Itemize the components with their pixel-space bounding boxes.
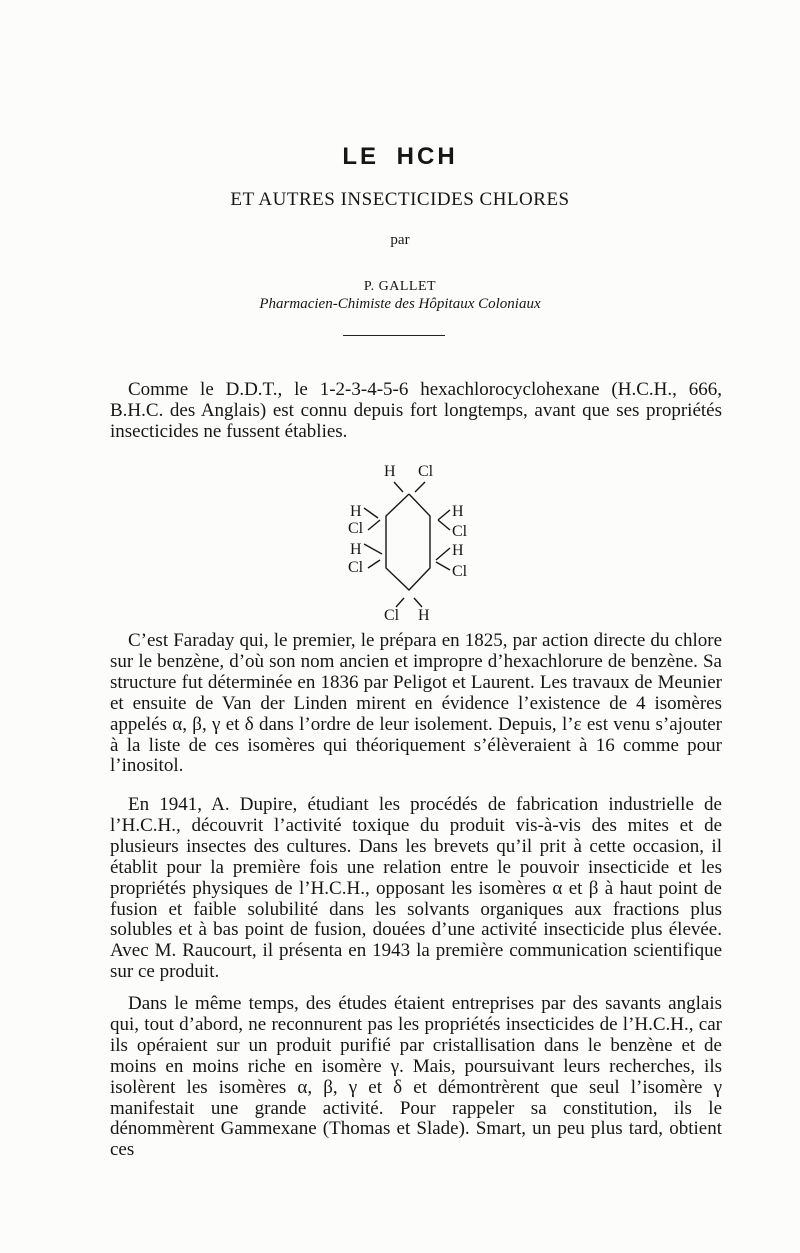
author-name: P. GALLET: [363, 279, 437, 294]
article-title: LE HCH: [342, 143, 458, 170]
formula-bond: [436, 548, 450, 560]
title-separator-rule: [343, 335, 445, 336]
formula-bond: [368, 520, 380, 530]
byline-par: par: [390, 232, 410, 248]
formula-cyclohexane-ring: [386, 494, 430, 590]
paragraph-3: En 1941, A. Dupire, étudiant les procédés de fabrication industrielle de l’H.C.H., découvrit l’activité toxique du produit vis-à-vis des mites et de plusieurs insectes des cultures. Dans les brevets qu’il prit à cette occasion, il établit pour la première fois une relation entre le pouvoir insecticide et les propriétés physiques de l’H.C.H., opposant les isomères α et β à haut point de fusion et faible solubilité dans les solvants organiques aux fractions plus solubles et à bas point de fusion, douées d’une activité insecticide plus élevée. Avec M. Raucourt, il présenta en 1943 la première communication scientifique sur ce produit.: [110, 794, 722, 983]
formula-bond: [415, 482, 425, 492]
formula-bond: [438, 520, 450, 530]
formula-bond: [396, 598, 404, 607]
formula-right-cl2: Cl: [452, 563, 468, 580]
author-affiliation: Pharmacien-Chimiste des Hôpitaux Coloniaux: [259, 296, 541, 312]
paragraph-1: Comme le D.D.T., le 1-2-3-4-5-6 hexachlorocyclohexane (H.C.H., 666, B.H.C. des Anglais) est connu depuis fort longtemps, avant que ses propriétés insecticides ne fussent établies.: [110, 379, 722, 442]
paragraph-4: Dans le même temps, des études étaient entreprises par des savants anglais qui, tout d’abord, ne reconnurent pas les propriétés insecticides de l’H.C.H., car ils opéraient sur un produit purifié par cristallisation dans le benzène et de moins en moins riche en isomère γ. Mais, poursuivant leurs recherches, ils isolèrent les isomères α, β, γ et δ et démontrèrent que seul l’isomère γ manifestait une grande activité. Pour rappeler sa constitution, ils le dénommèrent Gammexane (Thomas et Slade). Smart, un peu plus tard, obtient ces: [110, 993, 722, 1161]
article-subtitle: ET AUTRES INSECTICIDES CHLORES: [230, 189, 570, 210]
formula-bond: [394, 482, 403, 492]
formula-top-cl: Cl: [418, 463, 434, 480]
hexachlorocyclohexane-structural-formula: [330, 460, 490, 620]
formula-bond: [364, 508, 378, 518]
formula-left-cl2: Cl: [348, 559, 364, 576]
formula-left-h2: H: [350, 541, 362, 558]
formula-bond: [436, 562, 450, 570]
formula-bond: [414, 598, 422, 607]
paragraph-2: C’est Faraday qui, le premier, le prépara en 1825, par action directe du chlore sur le benzène, d’où son nom ancien et impropre d’hexachlorure de benzène. Sa structure fut déterminée en 1836 par Peligot et Laurent. Les travaux de Meunier et ensuite de Van der Linden mirent en évidence l’existence de 4 isomères appelés α, β, γ et δ dans l’ordre de leur isolement. Depuis, l’ε est venu s’ajouter à la liste de ces isomères qui théoriquement s’élèveraient à 16 comme pour l’inositol.: [110, 630, 722, 777]
formula-bond: [438, 510, 450, 520]
formula-right-h1: H: [452, 503, 464, 520]
formula-left-cl1: Cl: [348, 520, 364, 537]
formula-bottom-cl: Cl: [384, 607, 400, 620]
formula-top-h: H: [384, 463, 396, 480]
formula-bond: [368, 560, 380, 568]
formula-right-cl1: Cl: [452, 523, 468, 540]
formula-left-h1: H: [350, 503, 362, 520]
formula-right-h2: H: [452, 542, 464, 559]
formula-bottom-h: H: [418, 607, 430, 620]
formula-bond: [364, 544, 382, 554]
